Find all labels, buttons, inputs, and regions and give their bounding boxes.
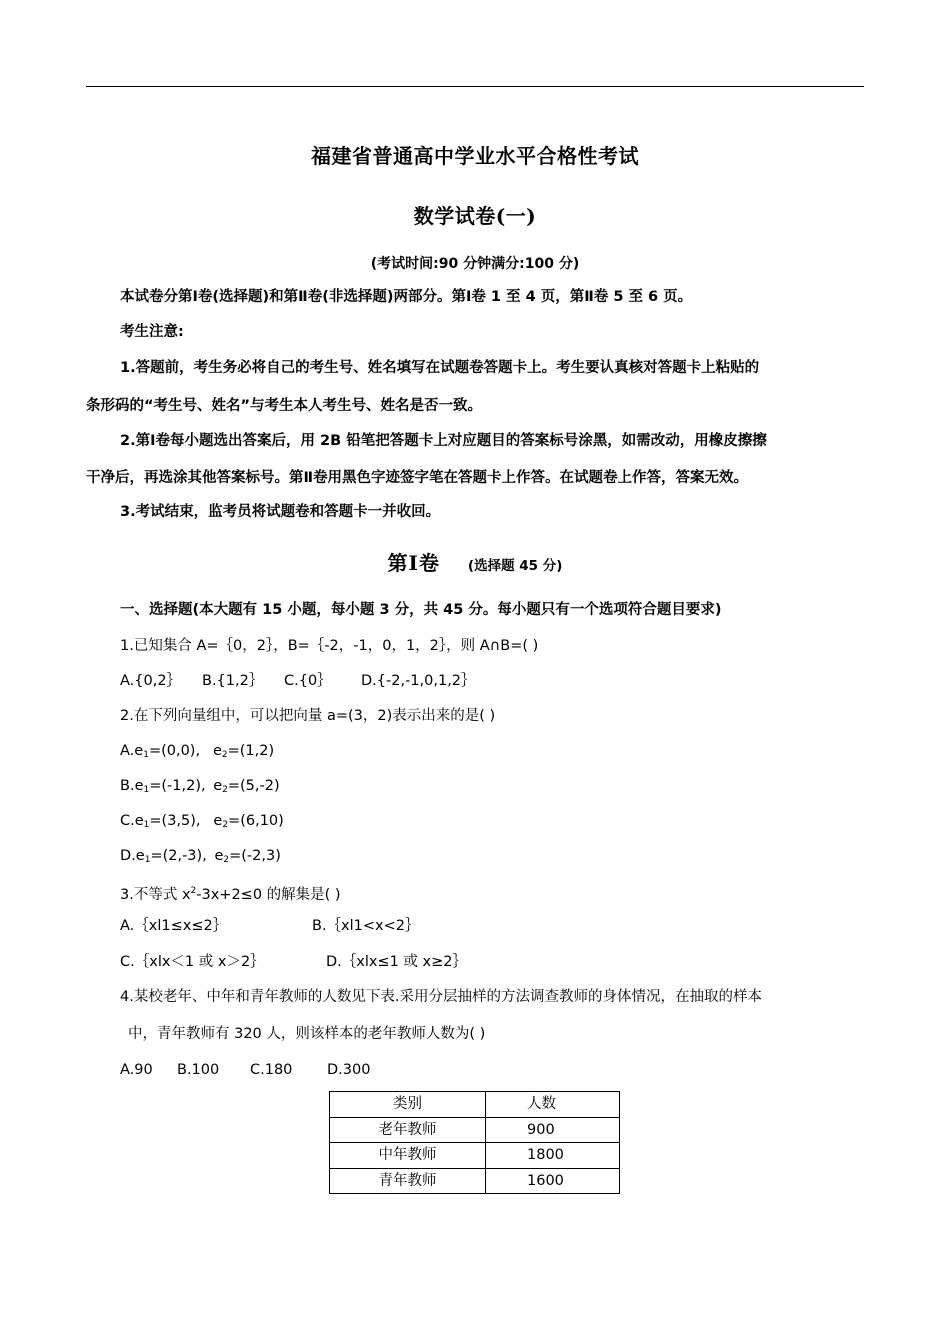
table-row [330,1143,620,1169]
q2-option-d-e1-name: e [135,848,145,864]
q2-option-c-e2-name: e [213,813,223,829]
q1-option-a: A.{0,2｝ [120,673,182,689]
q2-stem: 2.在下列向量组中，可以把向量 a=(3，2)表示出来的是( ) [120,708,496,724]
table-cell-category: 中年教师 [330,1143,486,1169]
q4-option-a: A.90 [120,1062,153,1078]
exam-time-info: (考试时间:90 分钟满分:100 分) [370,256,580,272]
q2-option-a-e1-value: =(0,0), [148,743,201,759]
q4-options [120,1060,370,1080]
q3-option-d: D.｛xlx≤1 或 x≥2｝ [326,954,468,970]
q2-option-d-e1-sub: 1 [144,855,151,865]
q3-option-b: B.｛xl1<x<2｝ [312,918,420,934]
q1-option-c: C.{0｝ [284,673,332,689]
paper-structure: 本试卷分第Ⅰ卷(选择题)和第Ⅱ卷(非选择题)两部分。第Ⅰ卷 1 至 4 页，第Ⅱ卷 5 至 6 页。 [120,289,693,305]
q2-option-a-e1-name: e [134,743,144,759]
section-note: (选择题 45 分) [467,558,563,574]
q2-option-a [120,741,274,765]
q2-option-b-e1-sub: 1 [143,785,150,795]
notice-title: 考生注意: [120,324,184,340]
q3-stem-sup: 2 [190,886,197,896]
table-header-category: 类别 [330,1092,486,1118]
q2-option-a-e1-sub: 1 [143,750,149,760]
q3-stem-post: -3x+2≤0 的解集是( ) [196,887,341,903]
q3-stem-pre: 3.不等式 x [120,887,191,903]
q2-option-b-e1-name: e [134,778,144,794]
table-header-count: 人数 [486,1092,620,1118]
table-cell-count: 900 [486,1117,620,1143]
table-row [330,1168,620,1194]
q1-options [120,671,476,691]
q4-stem-line-1: 4.某校老年、中年和青年教师的人数见下表.采用分层抽样的方法调查教师的身体情况，在抽取的样本 [120,989,762,1005]
q1-option-d: D.{-2,-1,0,1,2｝ [361,673,476,689]
paper-subtitle: 数学试卷(一) [413,204,537,228]
q2-option-d-e2-sub: 2 [223,855,230,865]
q2-option-c-label: C. [120,813,135,829]
q2-option-d-e2-value: =(-2,3) [229,848,281,864]
q2-option-d-e1-value: =(2,-3), [150,848,207,864]
q3-option-a: A.｛xl1≤x≤2｝ [120,918,228,934]
q2-option-d [120,846,281,870]
q2-option-b-e2-sub: 2 [222,785,228,795]
table-cell-category: 青年教师 [330,1168,486,1194]
q2-option-a-e2-sub: 2 [221,750,228,760]
q2-option-c-e1-name: e [134,813,144,829]
part-title: 一、选择题(本大题有 15 小题，每小题 3 分，共 45 分。每小题只有一个选项符合题目要求) [120,602,722,618]
q2-option-c-e2-value: =(6,10) [228,813,284,829]
q2-option-a-label: A. [120,743,135,759]
q2-option-d-e2-name: e [214,848,224,864]
q4-stem-line-2: 中，青年教师有 320 人，则该样本的老年教师人数为( ) [128,1026,486,1042]
q2-option-c [120,811,284,835]
q3-options-row-2 [120,952,467,972]
note-2-line-2: 干净后，再选涂其他答案标号。第Ⅱ卷用黑色字迹签字笔在答题卡上作答。在试题卷上作答，答案无效。 [86,470,749,486]
table-cell-count: 1800 [486,1143,620,1169]
q2-option-b-e2-value: =(5,-2) [227,778,280,794]
q2-option-b [120,776,280,800]
note-1-line-2: 条形码的“考生号、姓名”与考生本人考生号、姓名是否一致。 [86,398,483,414]
q4-option-d: D.300 [327,1062,371,1078]
q4-option-b: B.100 [177,1062,220,1078]
q2-option-b-e2-name: e [213,778,223,794]
q2-option-a-e2-value: =(1,2) [227,743,275,759]
q3-options-row-1 [120,916,420,936]
q3-stem [120,881,341,905]
teacher-count-table [329,1091,620,1194]
exam-title: 福建省普通高中学业水平合格性考试 [311,144,639,168]
section-header [0,547,950,576]
note-1-line-1: 1.答题前，考生务必将自己的考生号、姓名填写在试题卷答题卡上。考生要认真核对答题卡上粘贴的 [120,360,760,376]
table-cell-count: 1600 [486,1168,620,1194]
section-title: 第Ⅰ卷 [387,551,440,575]
q2-option-b-e1-value: =(-1,2), [149,778,206,794]
q4-option-c: C.180 [250,1062,293,1078]
q2-option-c-e1-sub: 1 [143,820,150,830]
q2-option-d-label: D. [120,848,136,864]
table-cell-category: 老年教师 [330,1117,486,1143]
q1-stem: 1.已知集合 A=｛0，2｝，B=｛-2，-1，0，1，2｝，则 A∩B=( ) [120,638,539,654]
note-3-line-1: 3.考试结束，监考员将试题卷和答题卡一并收回。 [120,504,441,520]
note-2-line-1: 2.第Ⅰ卷每小题选出答案后，用 2B 铅笔把答题卡上对应题目的答案标号涂黑，如需改动，用橡皮擦擦 [120,433,767,449]
q2-option-b-label: B. [120,778,135,794]
table-header-row [330,1092,620,1118]
q2-option-c-e1-value: =(3,5), [149,813,201,829]
q2-option-a-e2-name: e [212,743,222,759]
q2-option-c-e2-sub: 2 [222,820,229,830]
table-row [330,1117,620,1143]
q3-option-c: C.｛xlx＜1 或 x＞2｝ [120,954,265,970]
top-rule [86,86,864,87]
q1-option-b: B.{1,2｝ [202,673,264,689]
